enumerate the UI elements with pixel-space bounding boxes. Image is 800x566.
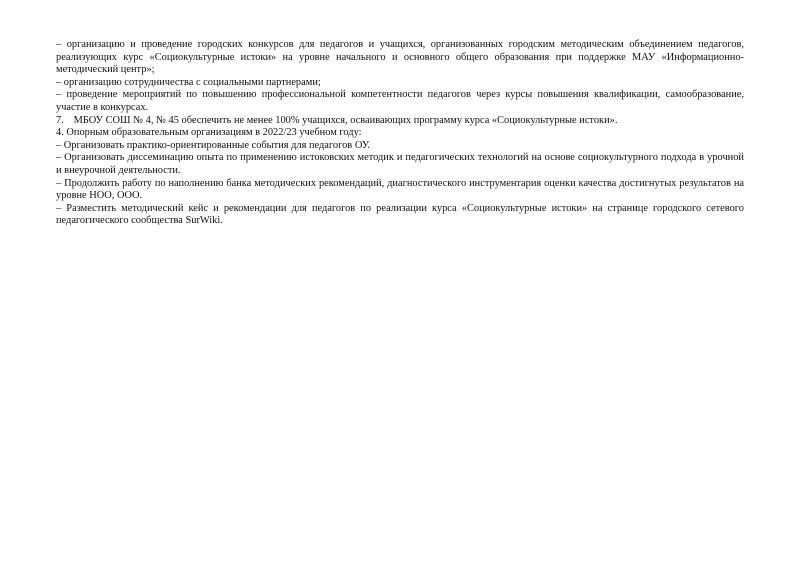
item-4-point-events: – Организовать практико-ориентированные события для педагогов ОУ. (56, 139, 370, 151)
item-7 (56, 115, 744, 128)
item-7-number: 7. (56, 114, 64, 126)
paragraph-contests: – организацию и проведение городских конкурсов для педагогов и учащихся, организованных городским методическим объединением педагогов, реализующих курс «Социокультурные истоки» на уровне начального и основного общего образования при поддержке МАУ «Информационно-методический центр»; (56, 39, 744, 76)
item-4-heading: 4. Опорным образовательным организациям в 2022/23 учебном году: (56, 127, 362, 139)
item-4-point-dissemination: – Организовать диссеминацию опыта по применению истоковских методик и педагогических технологий на основе социокультурного подхода в урочной и внеурочной деятельности. (56, 152, 744, 176)
item-4-point-surwiki: – Разместить методический кейс и рекомендации для педагогов по реализации курса «Социокультурные истоки» на странице городского сетевого педагогического сообщества SurWiki. (56, 202, 744, 227)
item-4-point-methodical-bank: – Продолжить работу по наполнению банка методических рекомендаций, диагностического инструментария оценки качества достигнутых результатов на уровне НОО, ООО. (56, 177, 744, 202)
paragraph-qualification: – проведение мероприятий по повышению профессиональной компетентности педагогов через курсы повышения квалификации, самообразование, участие в конкурсах. (56, 89, 744, 113)
paragraph-partners: – организацию сотрудничества с социальными партнерами; (56, 76, 321, 88)
item-7-text: МБОУ СОШ № 4, № 45 обеспечить не менее 100% учащихся, осваивающих программу курса «Социокультурные истоки». (73, 114, 618, 126)
document-body (56, 39, 744, 228)
